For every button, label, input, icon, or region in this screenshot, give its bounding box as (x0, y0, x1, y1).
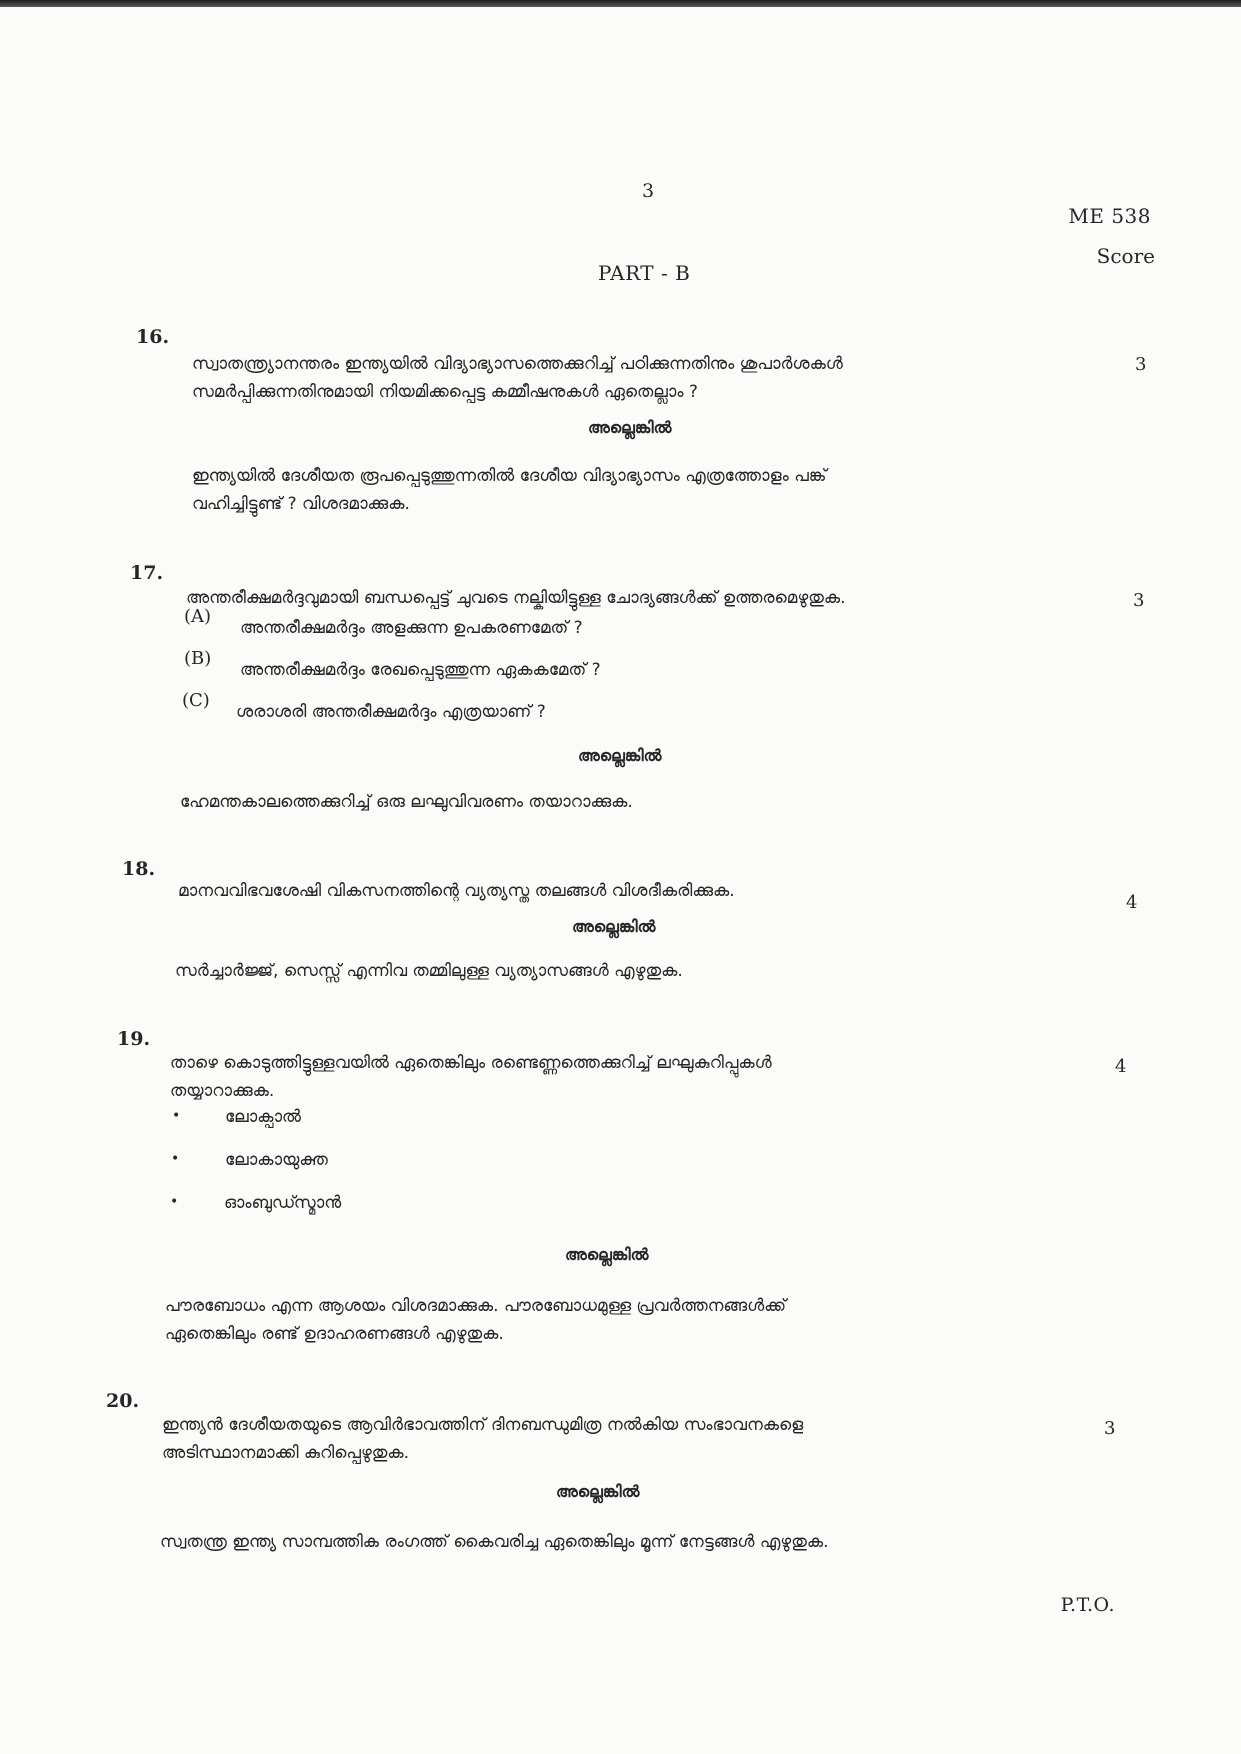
question-18-line-1: മാനവവിഭവശേഷി വികസനത്തിന്റെ വ്യത്യസ്ത തലങ്ങൾ വിശദീകരിക്കുക. (178, 881, 735, 901)
question-16-number: 16. (136, 326, 170, 348)
question-16-or-label: അല്ലെങ്കിൽ (588, 418, 672, 437)
question-17-line-1: അന്തരീക്ഷമർദ്ദവുമായി ബന്ധപ്പെട്ട് ചുവടെ നല്കിയിട്ടുള്ള ചോദ്യങ്ങൾക്ക് ഉത്തരമെഴുതുക. (186, 588, 846, 608)
question-19-alternative-line-2: ഏതെങ്കിലും രണ്ട് ഉദാഹരണങ്ങൾ എഴുതുക. (165, 1324, 504, 1344)
question-17-option-a-text: അന്തരീക്ഷമർദ്ദം അളക്കുന്ന ഉപകരണമേത് ? (240, 618, 583, 638)
question-19-bullet-1-marker: • (172, 1108, 181, 1124)
page-number: 3 (642, 180, 655, 202)
question-20-line-1: ഇന്ത്യൻ ദേശീയതയുടെ ആവിർഭാവത്തിന് ദിനബന്ധുമിത്ര നൽകിയ സംഭാവനകളെ (162, 1415, 804, 1435)
question-20-score: 3 (1104, 1418, 1116, 1439)
scan-top-edge (0, 0, 1241, 7)
question-18-score: 4 (1126, 892, 1138, 913)
question-16-alternative-line-2: വഹിച്ചിട്ടുണ്ട് ? വിശദമാക്കുക. (192, 494, 410, 514)
question-17-alternative-line-1: ഹേമന്തകാലത്തെക്കുറിച്ച് ഒരു ലഘുവിവരണം തയാറാക്കുക. (180, 792, 633, 812)
paper-code: ME 538 (1068, 204, 1151, 228)
question-19-bullet-1: ലോക്പാൽ (225, 1107, 301, 1127)
question-16-line-1: സ്വാതന്ത്ര്യാനന്തരം ഇന്ത്യയിൽ വിദ്യാഭ്യാസത്തെക്കുറിച്ച് പഠിക്കുന്നതിനും ശുപാർശകൾ (192, 354, 843, 374)
question-18-alternative-line-1: സർച്ചാർജ്ജ്, സെസ്സ് എന്നിവ തമ്മിലുള്ള വ്യത്യാസങ്ങൾ എഴുതുക. (175, 961, 683, 981)
score-column-heading: Score (1096, 244, 1155, 268)
question-17-number: 17. (130, 562, 164, 584)
question-17-option-c-text: ശരാശരി അന്തരീക്ഷമർദ്ദം എത്രയാണ് ? (236, 702, 546, 722)
question-19-bullet-3-marker: • (170, 1194, 179, 1210)
question-19-bullet-2: ലോകായുക്ത (225, 1150, 328, 1170)
question-19-bullet-3: ഓംബുഡ്സ്മാൻ (224, 1193, 342, 1213)
question-18-number: 18. (122, 858, 156, 880)
question-19-score: 4 (1115, 1056, 1127, 1077)
question-18-or-label: അല്ലെങ്കിൽ (572, 917, 656, 936)
question-19-bullet-2-marker: • (171, 1151, 180, 1167)
question-16-alternative-line-1: ഇന്ത്യയിൽ ദേശീയത രൂപപ്പെടുത്തുന്നതിൽ ദേശീയ വിദ്യാഭ്യാസം എത്രത്തോളം പങ്ക് (192, 466, 827, 486)
question-19-or-label: അല്ലെങ്കിൽ (565, 1245, 649, 1264)
please-turn-over-note: P.T.O. (1060, 1594, 1115, 1616)
question-17-option-b-letter: (B) (184, 648, 212, 669)
question-17-option-c-letter: (C) (182, 690, 210, 711)
question-17-score: 3 (1133, 590, 1145, 611)
question-19-line-2: തയ്യാറാക്കുക. (170, 1081, 275, 1101)
part-title: PART - B (598, 261, 691, 285)
question-16-score: 3 (1135, 354, 1147, 375)
question-20-alternative-line-1: സ്വതന്ത്ര ഇന്ത്യ സാമ്പത്തിക രംഗത്ത് കൈവരിച്ച ഏതെങ്കിലും മൂന്ന് നേട്ടങ്ങൾ എഴുതുക. (160, 1532, 829, 1552)
question-19-alternative-line-1: പൗരബോധം എന്ന ആശയം വിശദമാക്കുക. പൗരബോധമുള്ള പ്രവർത്തനങ്ങൾക്ക് (165, 1296, 787, 1316)
question-19-number: 19. (117, 1028, 151, 1050)
question-20-line-2: അടിസ്ഥാനമാക്കി കുറിപ്പെഴുതുക. (162, 1443, 410, 1463)
question-19-line-1: താഴെ കൊടുത്തിട്ടുള്ളവയിൽ ഏതെങ്കിലും രണ്ടെണ്ണത്തെക്കുറിച്ച് ലഘുകുറിപ്പുകൾ (170, 1053, 772, 1073)
question-17-or-label: അല്ലെങ്കിൽ (578, 746, 662, 765)
question-16-line-2: സമർപ്പിക്കുന്നതിനുമായി നിയമിക്കപ്പെട്ട കമ്മീഷനുകൾ ഏതെല്ലാം ? (192, 382, 698, 402)
question-17-option-b-text: അന്തരീക്ഷമർദ്ദം രേഖപ്പെടുത്തുന്ന ഏകകമേത് ? (240, 660, 601, 680)
question-20-number: 20. (106, 1390, 140, 1412)
question-17-option-a-letter: (A) (184, 606, 212, 627)
question-20-or-label: അല്ലെങ്കിൽ (556, 1482, 640, 1501)
